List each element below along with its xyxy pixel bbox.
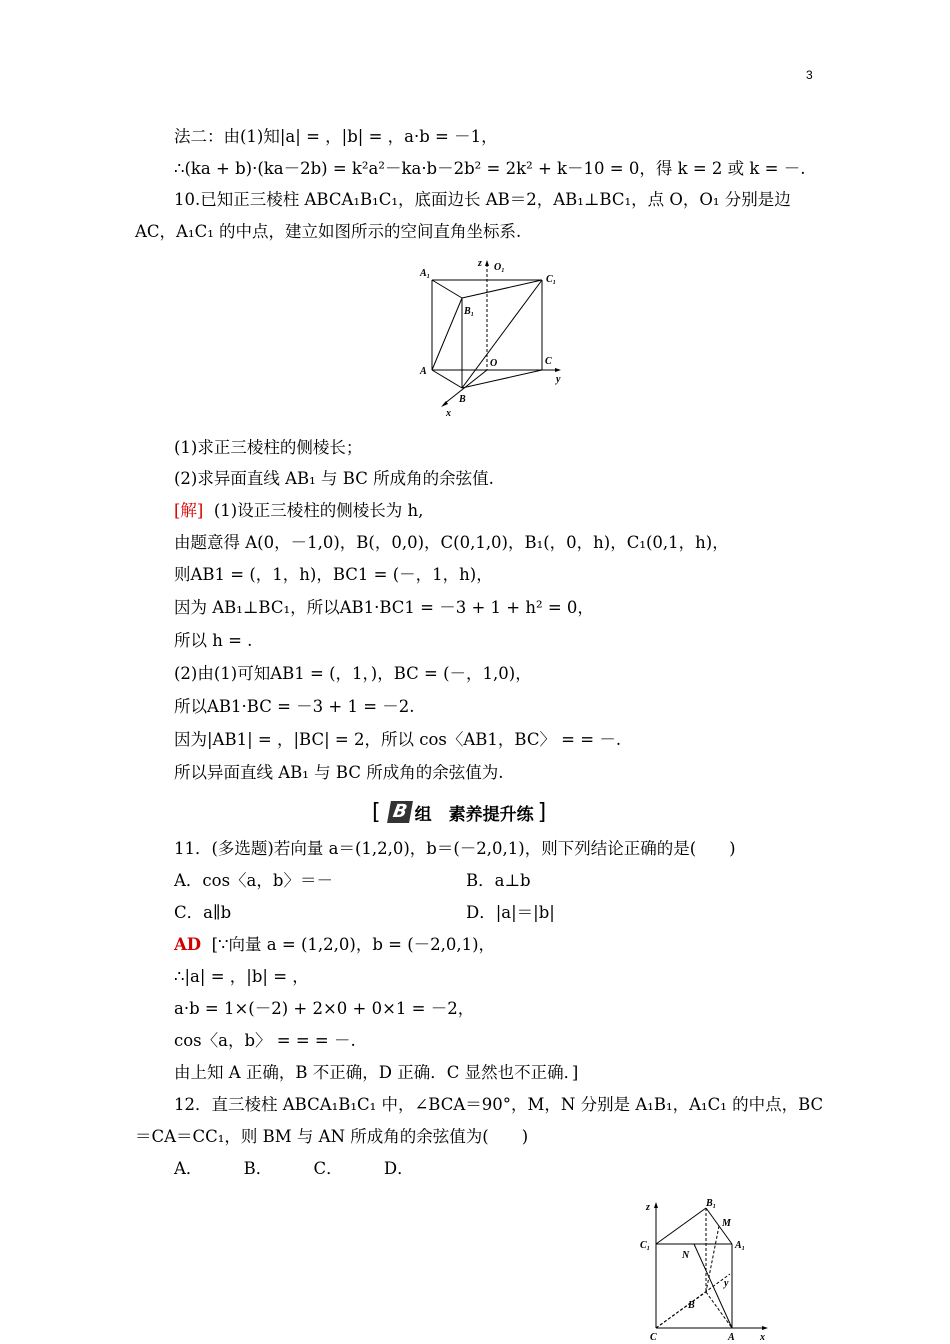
label-B: B	[688, 1300, 695, 1311]
label-z: z	[646, 1202, 650, 1213]
text-line: 由上知 A 正确，B 不正确，D 正确．C 显然也不正确．]	[174, 1063, 579, 1082]
option-D: D．|a|＝|b|	[466, 903, 555, 922]
label-x: x	[760, 1332, 765, 1343]
solution-tag: [解]	[174, 501, 204, 520]
label-y: y	[556, 374, 561, 385]
label-x: x	[446, 408, 451, 419]
solution-text: (1)设正三棱柱的侧棱长为 h,	[213, 501, 424, 520]
text-line: ∴(ka + b)·(ka－2b) = k²a²－ka·b－2b² = 2k² + k－10 = 0，得 k = 2 或 k = －.	[174, 159, 806, 178]
section-banner	[372, 797, 592, 827]
answer-line	[174, 934, 495, 956]
text-line: a·b = 1×(－2) + 2×0 + 0×1 = －2，	[174, 999, 475, 1018]
option-B: B．a⊥b	[466, 871, 531, 890]
label-B1: B₁	[706, 1198, 717, 1209]
label-A: A	[728, 1332, 735, 1343]
banner-title: 组 素养提升练	[414, 804, 534, 825]
prism-figure-2	[636, 1196, 786, 1344]
problem-10-line: AC，A₁C₁ 的中点，建立如图所示的空间直角坐标系.	[135, 222, 522, 241]
text-line: 所以AB1·BC = －3 + 1 = －2.	[174, 697, 415, 716]
problem-10-line: 10.已知正三棱柱 ABCA₁B₁C₁，底面边长 AB＝2，AB₁⊥BC₁，点 O，O₁ 分别是边	[174, 190, 791, 209]
label-B1: B₁	[464, 306, 475, 317]
label-B: B	[459, 394, 466, 405]
text-line: 因为|AB1| = ，|BC| = 2，所以 cos〈AB1，BC〉 = = －.	[174, 730, 622, 749]
text-line: cos〈a，b〉 = = = －.	[174, 1031, 356, 1050]
text-line: 所以异面直线 AB₁ 与 BC 所成角的余弦值为.	[174, 763, 504, 782]
problem-12-line: ＝CA＝CC₁，则 BM 与 AN 所成角的余弦值为( )	[135, 1127, 529, 1146]
text-line: (2)求异面直线 AB₁ 与 BC 所成角的余弦值.	[174, 469, 494, 488]
text-line: 由题意得 A(0，－1,0)，B(，0,0)，C(0,1,0)，B₁(，0，h)，C₁(0,1，h)，	[174, 533, 729, 552]
text-line: 法二：由(1)知|a| = ，|b| = ，a·b = －1，	[174, 127, 498, 146]
label-y: y	[724, 1278, 729, 1289]
prism-figure-1	[412, 254, 582, 422]
label-M: M	[722, 1218, 731, 1229]
label-z: z	[478, 258, 482, 269]
label-A: A	[420, 366, 427, 377]
label-A1: A₁	[735, 1240, 746, 1251]
text-line: 因为 AB₁⊥BC₁，所以AB1·BC1 = －3 + 1 + h² = 0，	[174, 598, 594, 617]
text-line: 所以 h = .	[174, 631, 253, 650]
solution-line	[174, 500, 423, 522]
problem-12-line: 12．直三棱柱 ABCA₁B₁C₁ 中，∠BCA＝90°，M，N 分别是 A₁B₁，A₁C₁ 的中点，BC	[174, 1095, 824, 1114]
problem-11-line: 11．(多选题)若向量 a＝(1,2,0)，b＝(－2,0,1)，则下列结论正确的是( )	[174, 839, 736, 858]
answer-tag: AD	[174, 935, 202, 954]
label-C: C	[650, 1332, 657, 1343]
text-line: ∴|a| = ，|b| = ，	[174, 967, 309, 986]
text-line: (2)由(1)可知AB1 = (，1，)，BC = (－，1,0)，	[174, 664, 532, 683]
option-C: C．a∥b	[174, 903, 232, 922]
label-C1: C₁	[546, 274, 557, 285]
text-line: 则AB1 = (，1，h)，BC1 = (－，1，h)，	[174, 565, 493, 584]
answer-text: [∵向量 a = (1,2,0)，b = (－2,0,1)，	[211, 935, 496, 954]
label-C1: C₁	[640, 1240, 651, 1251]
label-A1: A₁	[420, 268, 431, 279]
page-number: 3	[806, 68, 813, 82]
label-C: C	[545, 356, 552, 367]
label-O1: O₁	[494, 262, 505, 273]
text-line: (1)求正三棱柱的侧棱长；	[174, 438, 363, 457]
banner-close: ]	[537, 799, 547, 825]
label-O: O	[490, 358, 498, 369]
option-A: A．cos〈a，b〉＝－	[174, 871, 333, 890]
banner-open: [	[372, 799, 381, 825]
label-N: N	[682, 1250, 690, 1261]
group-b-icon: B	[387, 801, 413, 823]
options-line: A． B． C． D．	[174, 1159, 414, 1178]
